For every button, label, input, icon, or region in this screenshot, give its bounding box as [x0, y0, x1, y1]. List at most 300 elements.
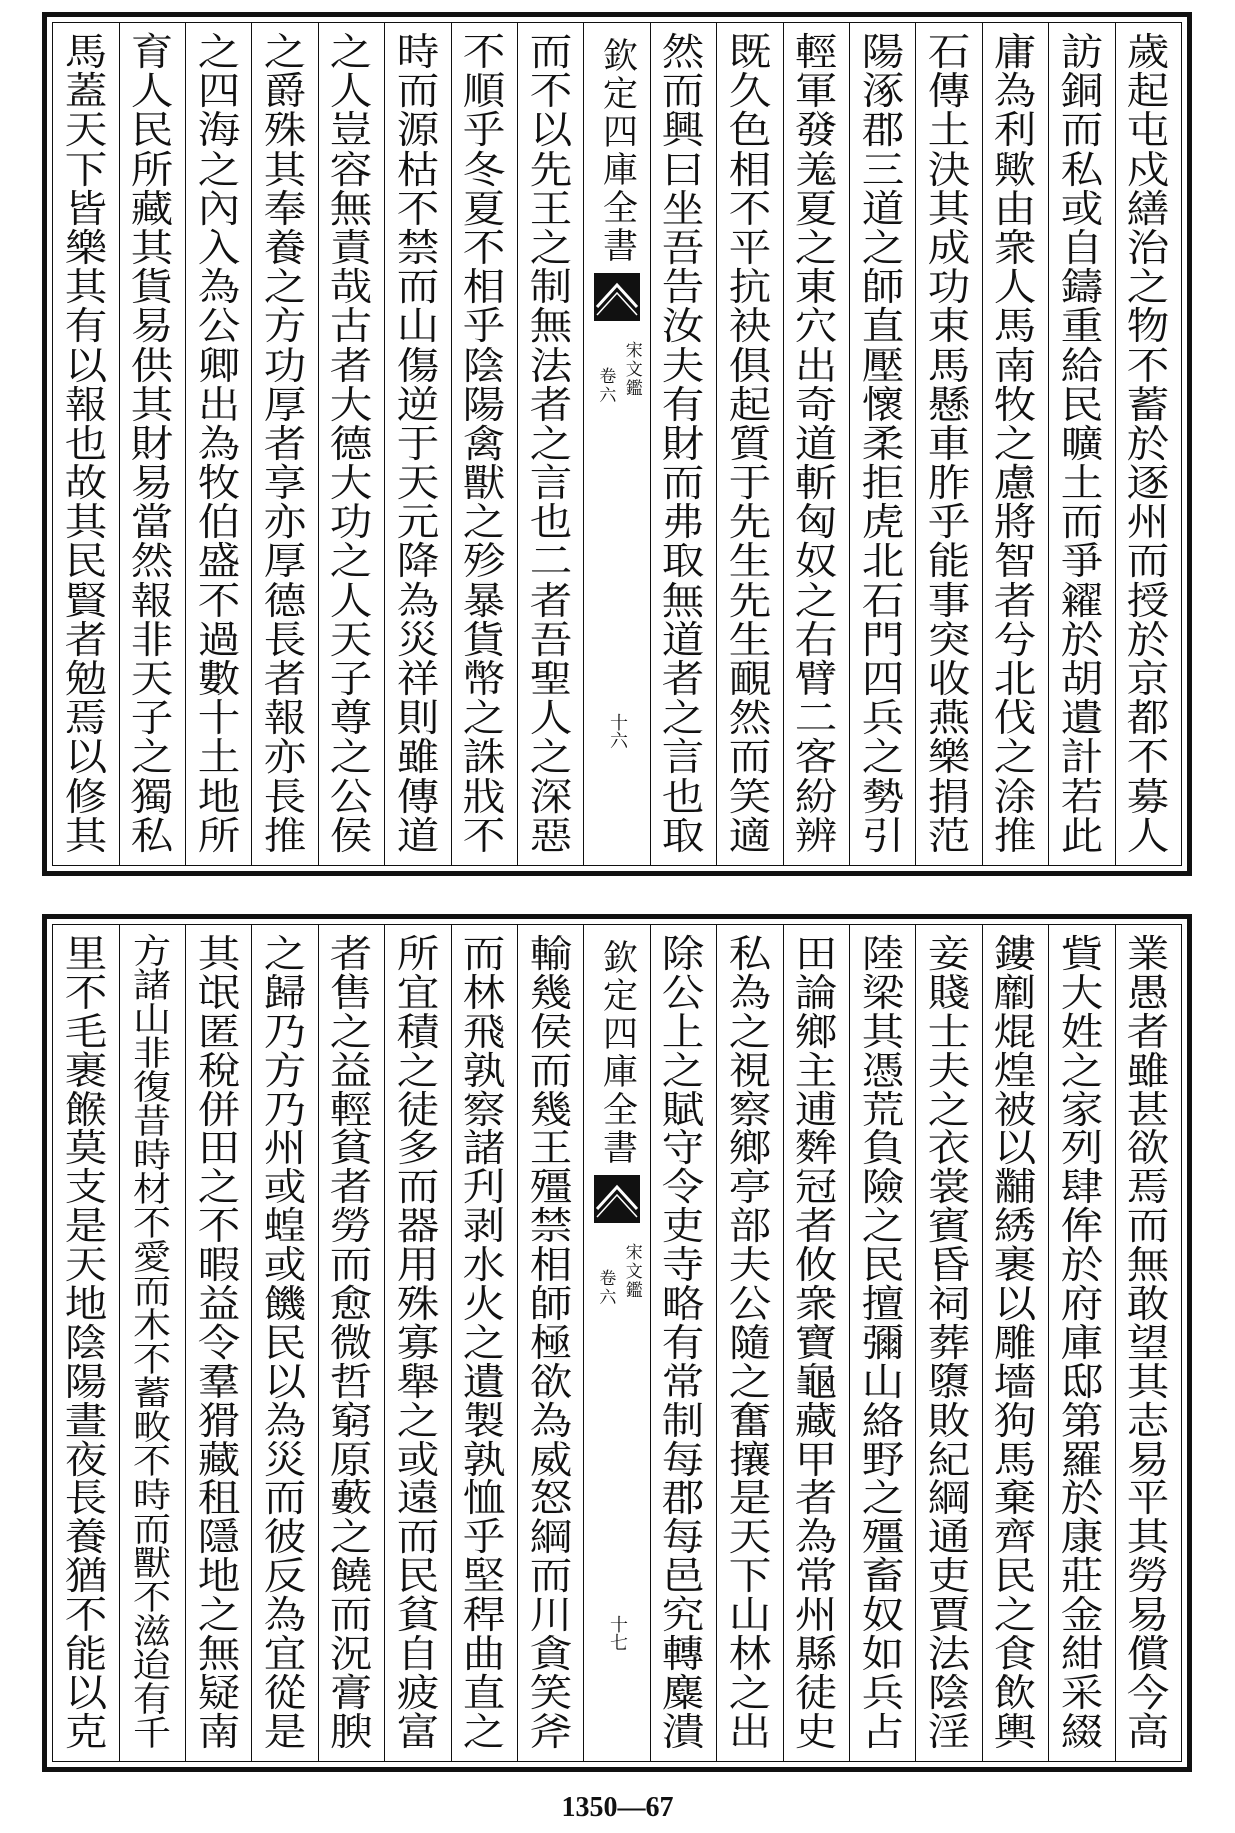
character: 下 — [728, 1554, 772, 1599]
character: 之 — [861, 1476, 904, 1521]
character: 藏 — [794, 1398, 838, 1443]
character: 州 — [794, 1593, 838, 1638]
character: 勞 — [330, 1204, 373, 1249]
character: 道 — [396, 813, 440, 858]
character: 宜 — [396, 970, 440, 1015]
character: 胡 — [1060, 657, 1104, 701]
character: 匿 — [197, 1009, 240, 1054]
character: 或 — [263, 1165, 307, 1210]
character: 推 — [994, 813, 1037, 858]
character: 極 — [529, 1320, 572, 1365]
character: 相 — [728, 147, 772, 192]
banxin-center-column — [583, 23, 649, 865]
character: 史 — [794, 1709, 838, 1754]
character: 寡 — [396, 1320, 440, 1365]
character: 無 — [197, 1632, 240, 1677]
character: 夫 — [927, 1048, 971, 1093]
character: 焉 — [1127, 1165, 1170, 1210]
character: 所 — [130, 147, 174, 192]
character: 財 — [130, 421, 174, 466]
upper-page-columns — [52, 22, 1182, 866]
character: 而 — [396, 265, 440, 310]
character: 兵 — [861, 696, 904, 741]
character: 侯 — [529, 1009, 572, 1054]
character: 禁 — [529, 1204, 572, 1249]
character: 之 — [794, 578, 838, 623]
character: 長 — [263, 774, 307, 819]
character: 奮 — [728, 1398, 772, 1443]
character: 也 — [529, 500, 572, 545]
character: 牧 — [197, 461, 240, 506]
character: 入 — [197, 225, 240, 270]
character: 生 — [728, 539, 772, 584]
character: 怒 — [529, 1476, 572, 1521]
character: 殭 — [529, 1165, 572, 1210]
character: 徒 — [794, 1670, 838, 1715]
character: 益 — [330, 1048, 373, 1093]
character: 殊 — [263, 108, 307, 153]
character: 祥 — [396, 657, 440, 701]
character: 棄 — [994, 1476, 1037, 1521]
character: 夫 — [662, 343, 705, 388]
character: 家 — [1060, 1087, 1104, 1132]
character: 貨 — [462, 617, 506, 662]
character: 出 — [794, 343, 838, 388]
character: 是 — [263, 1709, 307, 1754]
character: 陸 — [861, 932, 904, 976]
character: 而 — [1060, 108, 1104, 153]
character: 時 — [396, 30, 440, 74]
character: 第 — [1060, 1398, 1104, 1443]
character: 德 — [263, 578, 307, 623]
character: 豈 — [330, 108, 373, 153]
character: 輿 — [994, 1709, 1037, 1754]
character: 孰 — [462, 1048, 506, 1093]
character: 民 — [1060, 382, 1104, 427]
character: 蓄 — [133, 1374, 172, 1414]
character: 而 — [263, 1476, 307, 1521]
character: 道 — [861, 186, 904, 231]
character: 被 — [994, 1087, 1037, 1132]
character: 厚 — [263, 382, 307, 427]
text-column — [119, 925, 185, 1761]
character: 刋 — [462, 1165, 506, 1210]
character: 以 — [994, 1282, 1037, 1327]
text-column — [53, 925, 118, 1761]
character: 以 — [263, 1359, 307, 1404]
character: 辨 — [794, 813, 838, 858]
character: 戍 — [1127, 147, 1170, 192]
character: 紺 — [1060, 1632, 1104, 1677]
character: 郡 — [861, 108, 904, 153]
character: 山 — [396, 304, 440, 349]
character: 憑 — [861, 1048, 904, 1093]
character: 迨 — [133, 1646, 172, 1686]
character: 計 — [1060, 735, 1104, 780]
text-column — [251, 925, 317, 1761]
character: 慮 — [994, 461, 1037, 506]
character: 之 — [529, 421, 572, 466]
character: 乎 — [462, 108, 506, 153]
character: 禽 — [462, 421, 506, 466]
character: 乎 — [927, 500, 971, 545]
character: 都 — [1127, 696, 1170, 741]
character: 則 — [396, 696, 440, 741]
character: 元 — [396, 500, 440, 545]
character: 堅 — [462, 1554, 506, 1599]
character: 視 — [728, 1048, 772, 1093]
character: 幾 — [529, 1087, 572, 1132]
character: 冬 — [462, 147, 506, 192]
character: 劘 — [994, 970, 1037, 1015]
character: 之 — [462, 1709, 506, 1754]
character: 軍 — [794, 69, 838, 114]
character: 逐 — [1127, 461, 1170, 506]
character: 平 — [1127, 1476, 1170, 1521]
character: 吏 — [662, 1204, 705, 1249]
character: 厚 — [263, 539, 307, 584]
character: 取 — [662, 813, 705, 858]
character: 之 — [462, 500, 506, 545]
character: 隨 — [728, 1320, 772, 1365]
character: 多 — [396, 1126, 440, 1171]
character: 猾 — [197, 1398, 240, 1443]
character: 或 — [396, 1437, 440, 1482]
character: 山 — [133, 1000, 172, 1040]
character: 坐 — [662, 186, 705, 231]
character: 先 — [529, 147, 572, 192]
character: 傷 — [396, 343, 440, 388]
character: 貧 — [396, 1593, 440, 1638]
character: 常 — [662, 1359, 705, 1404]
character: 能 — [927, 539, 971, 584]
character: 治 — [1127, 225, 1170, 270]
character: 山 — [728, 1593, 772, 1638]
character: 起 — [1127, 69, 1170, 114]
character: 勞 — [1127, 1554, 1170, 1599]
character: 恤 — [462, 1476, 506, 1521]
character: 育 — [130, 30, 174, 74]
character: 土 — [1060, 461, 1104, 506]
character: 哲 — [330, 1359, 373, 1404]
text-column — [119, 23, 185, 865]
character: 輕 — [330, 1087, 373, 1132]
character: 決 — [927, 147, 971, 192]
character: 匈 — [794, 500, 838, 545]
character: 綱 — [927, 1476, 971, 1521]
character: 不 — [462, 30, 506, 74]
character: 誅 — [462, 735, 506, 780]
character: 源 — [396, 108, 440, 153]
character: 吾 — [529, 617, 572, 662]
character: 淫 — [927, 1709, 971, 1754]
character: 狗 — [994, 1398, 1037, 1443]
character: 者 — [794, 1204, 838, 1249]
character: 綉 — [994, 1204, 1037, 1249]
fish-tail-mark-icon — [594, 1175, 640, 1223]
character: 而 — [529, 30, 572, 74]
character: 鄉 — [794, 1009, 838, 1054]
character: 二 — [529, 539, 572, 584]
character: 諸 — [462, 1126, 506, 1171]
character: 亦 — [263, 735, 307, 780]
character: 懷 — [861, 382, 904, 427]
character: 俱 — [728, 343, 772, 388]
character: 奴 — [794, 539, 838, 584]
character: 北 — [861, 539, 904, 584]
character: 今 — [1127, 1670, 1170, 1715]
character: 侔 — [1060, 1204, 1104, 1249]
character: 為 — [994, 69, 1037, 114]
character: 寺 — [662, 1243, 705, 1288]
page-reference-number: 1350—67 — [561, 1792, 674, 1823]
character: 梁 — [861, 970, 904, 1015]
character: 隱 — [197, 1515, 240, 1560]
character: 反 — [263, 1554, 307, 1599]
character: 古 — [330, 304, 373, 349]
character: 為 — [197, 265, 240, 310]
character: 亦 — [263, 500, 307, 545]
character: 甚 — [1127, 1087, 1170, 1132]
character: 其 — [1127, 1515, 1170, 1560]
character: 自 — [1060, 225, 1104, 270]
character: 金 — [1060, 1593, 1104, 1638]
character: 其 — [927, 186, 971, 231]
character: 久 — [728, 69, 772, 114]
character: 之 — [197, 147, 240, 192]
character: 養 — [263, 225, 307, 270]
text-column — [849, 925, 915, 1761]
character: 如 — [861, 1632, 904, 1677]
character: 而 — [529, 1048, 572, 1093]
character: 野 — [861, 1437, 904, 1482]
character: 甲 — [794, 1437, 838, 1482]
text-column — [517, 925, 583, 1761]
character: 夏 — [462, 186, 506, 231]
character: 令 — [662, 1165, 705, 1210]
character: 剥 — [462, 1204, 506, 1249]
character: 而 — [330, 1243, 373, 1288]
character: 私 — [728, 932, 772, 976]
character: 然 — [728, 696, 772, 741]
character: 轉 — [662, 1632, 705, 1677]
character: 地 — [64, 1282, 108, 1327]
character: 州 — [1127, 500, 1170, 545]
character: 田 — [794, 932, 838, 976]
character: 而 — [133, 1510, 172, 1550]
character: 之 — [728, 1670, 772, 1715]
character: 羅 — [1060, 1437, 1104, 1482]
text-column — [783, 925, 849, 1761]
character: 有 — [662, 1320, 705, 1365]
character: 為 — [794, 1515, 838, 1560]
character: 暇 — [197, 1243, 240, 1288]
character: 威 — [529, 1437, 572, 1482]
character: 常 — [794, 1554, 838, 1599]
character: 夜 — [64, 1437, 108, 1482]
character: 賦 — [662, 1087, 705, 1132]
character: 天 — [396, 461, 440, 506]
character: 而 — [728, 735, 772, 780]
character: 屯 — [1127, 108, 1170, 153]
character: 內 — [197, 186, 240, 231]
text-column — [1048, 925, 1114, 1761]
character: 之 — [263, 265, 307, 310]
character: 川 — [529, 1593, 572, 1638]
character: 智 — [994, 539, 1037, 584]
character: 林 — [728, 1632, 772, 1677]
character: 地 — [197, 1554, 240, 1599]
text-column — [783, 23, 849, 865]
character: 出 — [197, 382, 240, 427]
character: 逆 — [396, 382, 440, 427]
character: 懸 — [927, 382, 971, 427]
character: 以 — [64, 735, 108, 780]
character: 捐 — [927, 774, 971, 819]
character: 海 — [197, 108, 240, 153]
upper-page-frame — [42, 12, 1192, 876]
character: 其 — [130, 382, 174, 427]
character: 束 — [927, 304, 971, 349]
character: 黼 — [994, 1165, 1037, 1210]
character: 適 — [728, 813, 772, 858]
text-column — [650, 925, 716, 1761]
character: 裳 — [927, 1165, 971, 1210]
character: 之 — [263, 30, 307, 74]
character: 不 — [133, 1204, 172, 1244]
character: 采 — [1060, 1670, 1104, 1715]
character: 者 — [330, 1165, 373, 1210]
character: 而 — [662, 461, 705, 506]
character: 或 — [263, 1243, 307, 1288]
character: 之 — [330, 1515, 373, 1560]
character: 復 — [133, 1068, 172, 1108]
character: 紛 — [794, 774, 838, 819]
character: 者 — [64, 617, 108, 662]
character: 負 — [861, 1126, 904, 1171]
character: 災 — [396, 617, 440, 662]
character: 殭 — [861, 1515, 904, 1560]
character: 言 — [662, 735, 705, 780]
character: 償 — [1127, 1632, 1170, 1677]
banxin-title: 欽定四庫全書 — [597, 37, 638, 265]
character: 材 — [133, 1170, 172, 1210]
character: 鄉 — [728, 1126, 772, 1171]
character: 而 — [396, 1165, 440, 1210]
character: 之 — [927, 1087, 971, 1132]
character: 于 — [396, 421, 440, 466]
character: 察 — [728, 1087, 772, 1132]
character: 燕 — [927, 696, 971, 741]
character: 火 — [462, 1282, 506, 1327]
character: 易 — [130, 461, 174, 506]
character: 不 — [462, 225, 506, 270]
character: 察 — [462, 1087, 506, 1132]
character: 徒 — [396, 1087, 440, 1132]
character: 肆 — [1060, 1165, 1104, 1210]
text-column — [517, 23, 583, 865]
character: 每 — [662, 1437, 705, 1482]
character: 壓 — [861, 343, 904, 388]
character: 哉 — [330, 265, 373, 310]
character: 而 — [1127, 1204, 1170, 1249]
character: 降 — [396, 539, 440, 584]
character: 逋 — [794, 1087, 838, 1132]
character: 略 — [662, 1282, 705, 1327]
banxin-folio-number: 十七 — [607, 1615, 629, 1651]
character: 所 — [396, 932, 440, 976]
character: 不 — [197, 578, 240, 623]
character: 者 — [263, 421, 307, 466]
character: 重 — [1060, 304, 1104, 349]
character: 郡 — [662, 1476, 705, 1521]
character: 邸 — [1060, 1359, 1104, 1404]
character: 發 — [794, 108, 838, 153]
character: 公 — [330, 774, 373, 819]
character: 疑 — [197, 1670, 240, 1715]
character: 占 — [861, 1709, 904, 1754]
character: 而 — [462, 932, 506, 976]
character: 民 — [861, 1243, 904, 1288]
character: 之 — [529, 735, 572, 780]
character: 木 — [133, 1306, 172, 1346]
character: 為 — [396, 578, 440, 623]
character: 責 — [330, 225, 373, 270]
character: 傳 — [927, 69, 971, 114]
character: 昏 — [927, 1243, 971, 1288]
character: 不 — [462, 813, 506, 858]
text-column — [251, 23, 317, 865]
banxin-book-title: 宋文鑑 — [621, 341, 642, 398]
character: 臂 — [794, 657, 838, 701]
character: 寶 — [794, 1320, 838, 1365]
character: 之 — [462, 1320, 506, 1365]
banxin-folio-number: 十六 — [607, 713, 629, 749]
character: 餱 — [64, 1087, 108, 1132]
character: 其 — [130, 225, 174, 270]
character: 龜 — [794, 1359, 838, 1404]
character: 其 — [263, 147, 307, 192]
character: 畜 — [861, 1554, 904, 1599]
character: 客 — [794, 735, 838, 780]
character: 況 — [330, 1632, 373, 1677]
character: 涂 — [994, 774, 1037, 819]
character: 售 — [330, 970, 373, 1015]
character: 曰 — [662, 147, 705, 192]
character: 孰 — [462, 1437, 506, 1482]
character: 馬 — [927, 343, 971, 388]
character: 容 — [330, 147, 373, 192]
character: 之 — [263, 932, 307, 976]
character: 民 — [263, 1320, 307, 1365]
character: 晝 — [64, 1398, 108, 1443]
character: 兮 — [994, 617, 1037, 662]
character: 報 — [263, 696, 307, 741]
character: 歸 — [263, 970, 307, 1015]
character: 衣 — [927, 1126, 971, 1171]
character: 王 — [529, 1126, 572, 1171]
character: 不 — [64, 970, 108, 1015]
character: 之 — [728, 1359, 772, 1404]
character: 州 — [263, 1126, 307, 1171]
character: 氓 — [197, 970, 240, 1015]
character: 欲 — [1127, 1126, 1170, 1171]
character: 冠 — [794, 1165, 838, 1210]
character: 法 — [927, 1632, 971, 1677]
character: 民 — [64, 539, 108, 584]
character: 制 — [529, 265, 572, 310]
character: 范 — [927, 813, 971, 858]
